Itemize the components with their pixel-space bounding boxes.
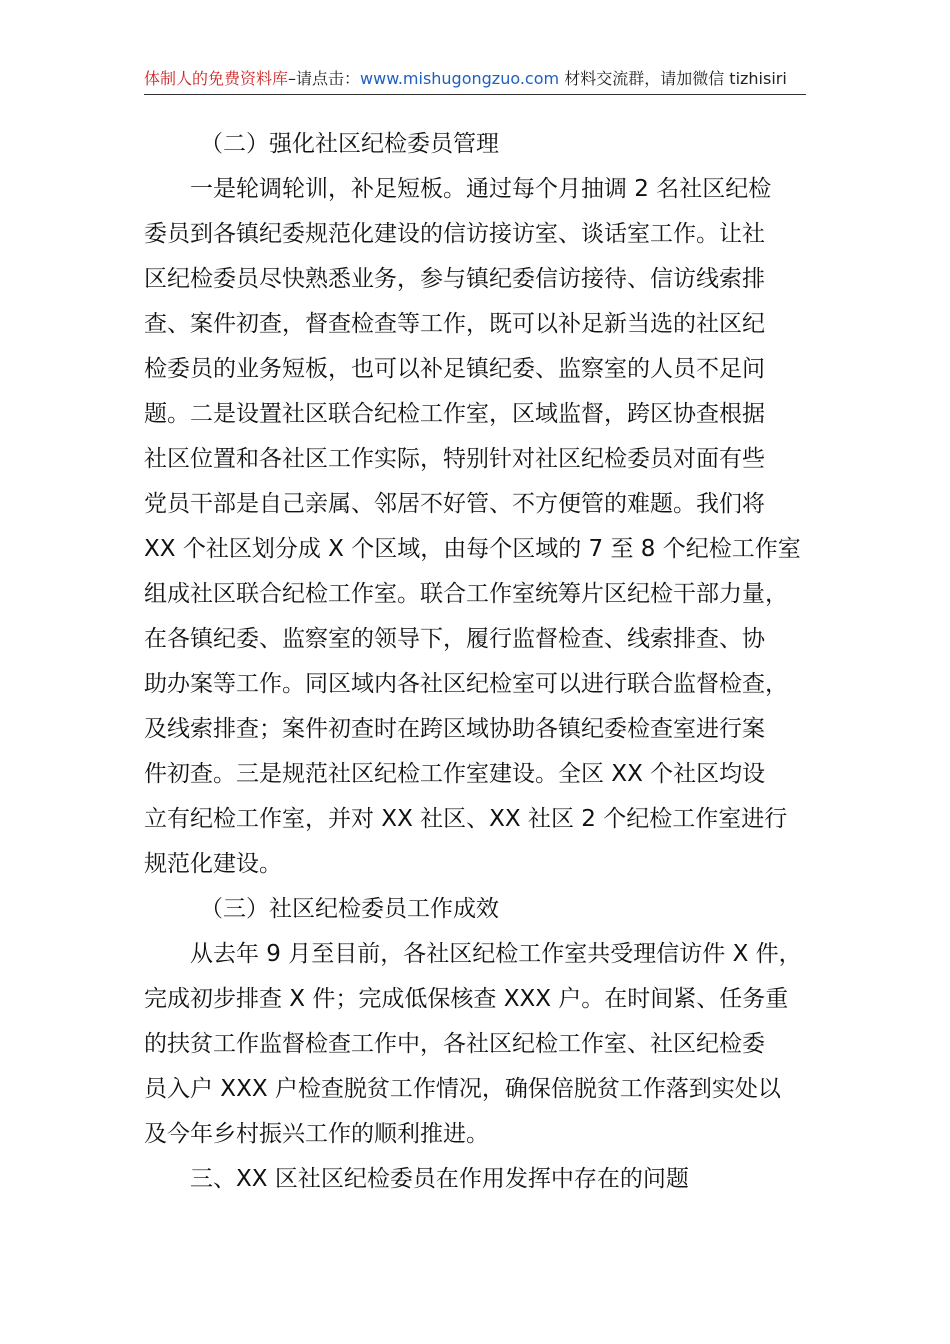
paragraph-line: 助办案等工作。同区域内各社区纪检室可以进行联合监督检查，	[144, 671, 788, 697]
paragraph-line: 一是轮调轮训，补足短板。通过每个月抽调 2 名社区纪检	[190, 176, 772, 202]
section-two-paragraph	[144, 167, 810, 887]
section-three-heading: （三）社区纪检委员工作成效	[200, 896, 499, 922]
paragraph-line: 及线索排查；案件初查时在跨区域协助各镇纪委检查室进行案	[144, 716, 765, 742]
section-main-three-heading: 三、XX 区社区纪检委员在作用发挥中存在的问题	[190, 1166, 689, 1192]
paragraph-line: 完成初步排查 X 件；完成低保核查 XXX 户。在时间紧、任务重	[144, 986, 789, 1012]
paragraph-line: 在各镇纪委、监察室的领导下，履行监督检查、线索排查、协	[144, 626, 765, 652]
section-two-heading: （二）强化社区纪检委员管理	[200, 131, 499, 157]
paragraph-line: 委员到各镇纪委规范化建设的信访接访室、谈话室工作。让社	[144, 221, 765, 247]
page-header	[144, 64, 806, 95]
paragraph-line: XX 个社区划分成 X 个区域，由每个区域的 7 至 8 个纪检工作室	[144, 536, 801, 562]
section-three-paragraph	[144, 932, 810, 1157]
paragraph-line: 社区位置和各社区工作实际，特别针对社区纪检委员对面有些	[144, 446, 765, 472]
paragraph-line: 组成社区联合纪检工作室。联合工作室统筹片区纪检干部力量，	[144, 581, 788, 607]
paragraph-line: 件初查。三是规范社区纪检工作室建设。全区 XX 个社区均设	[144, 761, 766, 787]
paragraph-line: 题。二是设置社区联合纪检工作室，区域监督，跨区协查根据	[144, 401, 765, 427]
paragraph-line: 从去年 9 月至目前，各社区纪检工作室共受理信访件 X 件，	[190, 941, 802, 967]
header-tail: 材料交流群，请加微信 tizhisiri	[564, 69, 787, 88]
paragraph-line: 检委员的业务短板，也可以补足镇纪委、监察室的人员不足问	[144, 356, 765, 382]
paragraph-line: 及今年乡村振兴工作的顺利推进。	[144, 1121, 489, 1147]
document-body	[144, 122, 810, 1202]
header-link[interactable]: www.mishugongzuo.com	[360, 69, 560, 88]
paragraph-line: 的扶贫工作监督检查工作中，各社区纪检工作室、社区纪检委	[144, 1031, 765, 1057]
paragraph-line: 规范化建设。	[144, 851, 282, 877]
paragraph-line: 查、案件初查，督查检查等工作，既可以补足新当选的社区纪	[144, 311, 765, 337]
header-brand: 体制人的免费资料库	[144, 69, 289, 88]
paragraph-line: 党员干部是自己亲属、邻居不好管、不方便管的难题。我们将	[144, 491, 765, 517]
header-separator: –请点击：	[288, 69, 361, 88]
paragraph-line: 立有纪检工作室，并对 XX 社区、XX 社区 2 个纪检工作室进行	[144, 806, 788, 832]
paragraph-line: 员入户 XXX 户检查脱贫工作情况，确保倍脱贫工作落到实处以	[144, 1076, 781, 1102]
paragraph-line: 区纪检委员尽快熟悉业务，参与镇纪委信访接待、信访线索排	[144, 266, 765, 292]
